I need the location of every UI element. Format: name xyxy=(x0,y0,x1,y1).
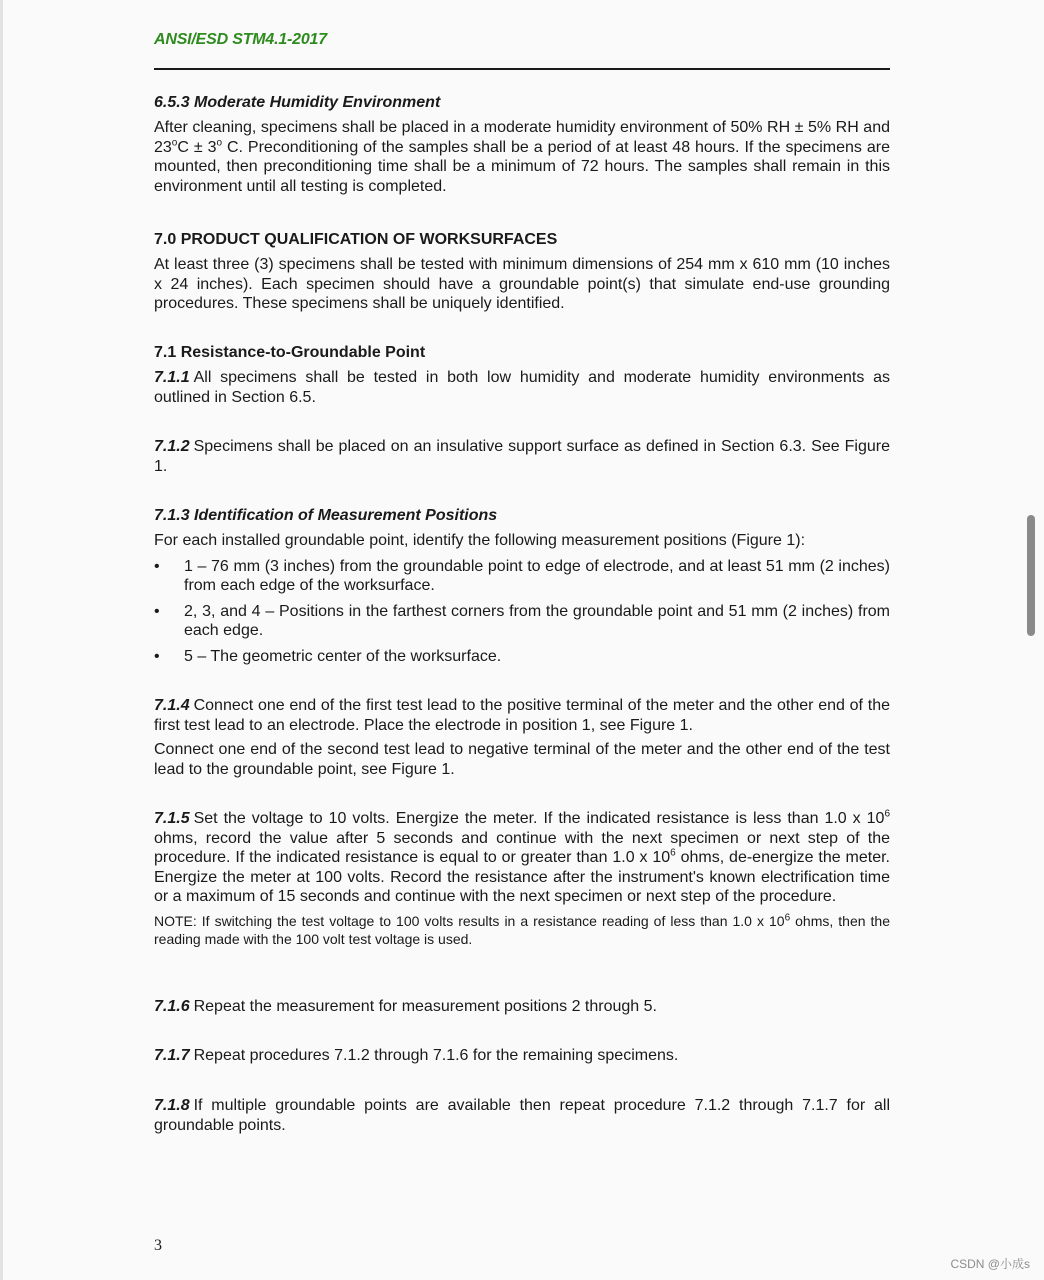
list-item: • 2, 3, and 4 – Positions in the farthest corners from the groundable point and 51 mm (2 inches) from each edge. xyxy=(154,602,890,640)
section-paragraph: 7.1.6 Repeat the measurement for measurement positions 2 through 5. xyxy=(154,998,657,1015)
section-number: 7.1.1 xyxy=(154,369,190,386)
section-number: 7.1.7 xyxy=(154,1047,190,1064)
list-item: • 5 – The geometric center of the worksurface. xyxy=(154,647,502,665)
section-number: 7.1.4 xyxy=(154,697,190,714)
section-7-1-3 xyxy=(154,506,890,673)
section-number: 7.1.6 xyxy=(154,998,190,1015)
section-7-1-7 xyxy=(154,1046,890,1066)
page-left-edge xyxy=(0,0,3,1280)
document-header-title: ANSI/ESD STM4.1-2017 xyxy=(154,31,327,48)
measurement-position-list xyxy=(154,557,890,667)
header-rule xyxy=(154,68,890,70)
section-heading: 7.1 Resistance-to-Groundable Point xyxy=(154,344,426,361)
list-item: • 1 – 76 mm (3 inches) from the groundable point to edge of electrode, and at least 51 mm (2 inches) from each edge of the worksurface. xyxy=(154,557,890,595)
section-7-1-5 xyxy=(154,809,890,948)
section-6-5-3 xyxy=(154,93,890,196)
page-number: 3 xyxy=(154,1237,162,1254)
section-heading: 6.5.3 Moderate Humidity Environment xyxy=(154,94,441,111)
section-paragraph: Connect one end of the second test lead to negative terminal of the meter and the other end of the test lead to the groundable point, see Figure 1. xyxy=(154,741,890,778)
bullet-icon: • xyxy=(154,557,160,575)
section-heading: 7.0 PRODUCT QUALIFICATION OF WORKSURFACES xyxy=(154,231,558,248)
section-paragraph: 7.1.7 Repeat procedures 7.1.2 through 7.1.6 for the remaining specimens. xyxy=(154,1047,679,1064)
section-7-1-4 xyxy=(154,696,890,779)
bullet-icon: • xyxy=(154,602,160,620)
section-paragraph: 7.1.4 Connect one end of the first test lead to the positive terminal of the meter and the other end of the first test lead to an electrode. Place the electrode in position 1, see Figure 1. xyxy=(154,697,890,734)
section-7-1-6 xyxy=(154,997,890,1017)
section-note: NOTE: If switching the test voltage to 100 volts results in a resistance reading of less than 1.0 x $10^6$ ohms, then the reading made with the 100 volt test voltage is used. xyxy=(154,912,890,947)
section-heading: 7.1.3 Identification of Measurement Positions xyxy=(154,507,498,524)
section-7-0 xyxy=(154,230,890,314)
section-number: 7.1.2 xyxy=(154,438,190,455)
section-paragraph: 7.1.2 Specimens shall be placed on an insulative support surface as defined in Section 6.3. See Figure 1. xyxy=(154,438,890,475)
section-7-1 xyxy=(154,343,890,363)
bullet-icon: • xyxy=(154,647,160,665)
section-7-1-2 xyxy=(154,437,890,476)
section-paragraph: 7.1.1 All specimens shall be tested in both low humidity and moderate humidity environments as outlined in Section 6.5. xyxy=(154,369,890,406)
section-number: 7.1.5 xyxy=(154,810,190,827)
section-paragraph: After cleaning, specimens shall be placed in a moderate humidity environment of 50% RH ± 5% RH and $23^oC \pm 3^o$ C. Preconditioning of the samples shall be a period of at least 48 hours. If the specimens are mounted, then preconditioning time shall be a minimum of 72 hours. The samples shall remain in this environment until all testing is completed. xyxy=(154,119,891,195)
section-paragraph: At least three (3) specimens shall be tested with minimum dimensions of 254 mm x 610 mm (10 inches x 24 inches). Each specimen should have a groundable point(s) that simulate end-use grounding procedures. These specimens shall be uniquely identified. xyxy=(154,256,890,313)
section-paragraph: 7.1.8 If multiple groundable points are available then repeat procedure 7.1.2 through 7.1.7 for all groundable points. xyxy=(154,1097,890,1134)
section-paragraph: 7.1.5 Set the voltage to 10 volts. Energize the meter. If the indicated resistance is less than 1.0 x $10^6$ ohms, record the value after 5 seconds and continue with the next specimen or next step of the procedure. If the indicated resistance is equal to or greater than 1.0 x $10^6$ ohms, de-energize the meter. Energize the meter at 100 volts. Record the resistance after the instrument's known electrification time or a maximum of 15 seconds and continue with the next specimen or next step of the procedure. xyxy=(154,808,891,906)
watermark-text: CSDN @小成s xyxy=(950,1257,1030,1271)
section-number: 7.1.8 xyxy=(154,1097,190,1114)
section-7-1-1 xyxy=(154,368,890,407)
vertical-scrollbar[interactable] xyxy=(1027,515,1035,636)
section-paragraph: For each installed groundable point, identify the following measurement positions (Figure 1): xyxy=(154,532,806,549)
section-7-1-8 xyxy=(154,1096,890,1135)
